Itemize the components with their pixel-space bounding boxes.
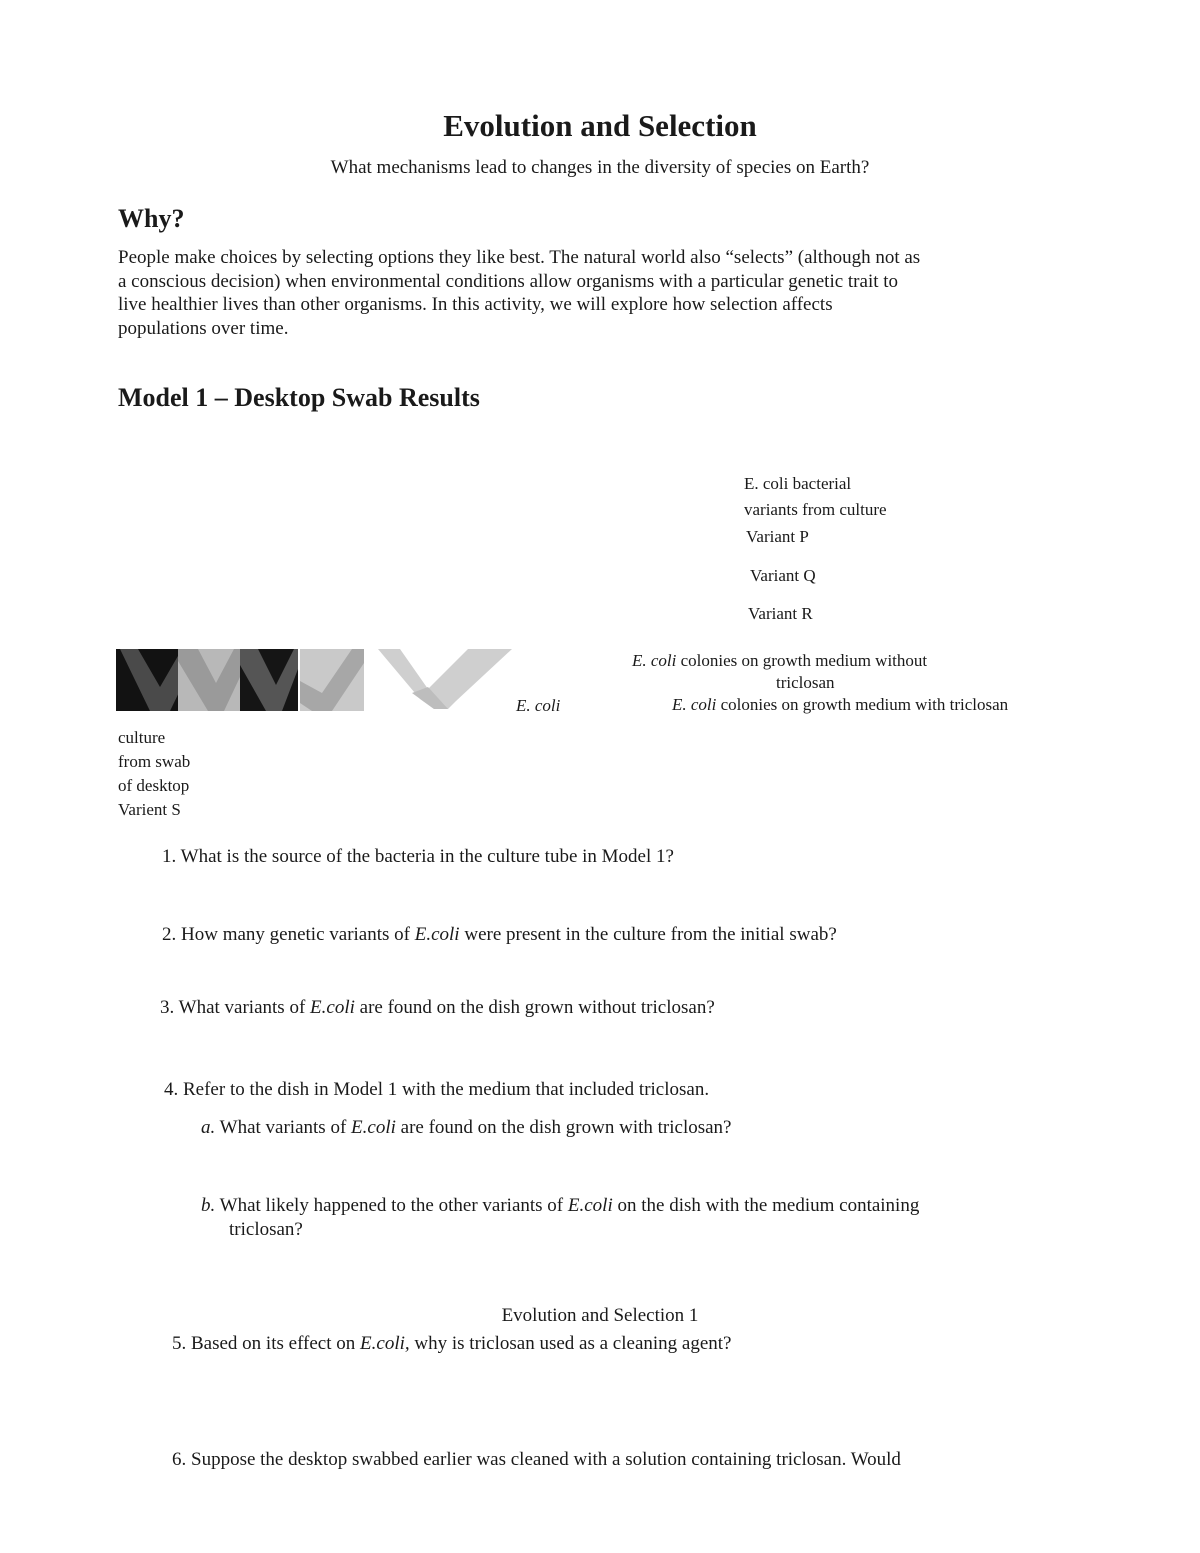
page-title: Evolution and Selection <box>443 108 757 143</box>
page-subtitle: What mechanisms lead to changes in the diversity of species on Earth? <box>330 157 870 178</box>
variant-r-label: Variant R <box>748 604 813 623</box>
dish-without-label-line2: triclosan <box>776 673 835 692</box>
why-line: People make choices by selecting options they like best. The natural world also “selects” (although not as <box>118 247 921 268</box>
question-2: 2. How many genetic variants of E.coli were present in the culture from the initial swab? <box>162 924 837 945</box>
question-4a: a. What variants of E.coli are found on the dish grown with triclosan? <box>201 1117 732 1138</box>
why-line: populations over time. <box>118 317 289 339</box>
why-line: live healthier lives than other organisms. In this activity, we will explore how selection affects <box>118 294 833 315</box>
dish-without-label: E. coli colonies on growth medium without <box>632 651 928 670</box>
question-1: 1. What is the source of the bacteria in the culture tube in Model 1? <box>162 846 674 867</box>
why-line: a conscious decision) when environmental conditions allow organisms with a particular genetic trait to <box>118 270 899 292</box>
legend-title-line1: E. coli bacterial <box>744 474 852 493</box>
question-5: 5. Based on its effect on E.coli, why is triclosan used as a cleaning agent? <box>172 1333 732 1354</box>
question-3: 3. What variants of E.coli are found on the dish grown without triclosan? <box>160 997 715 1018</box>
question-4b-line2: triclosan? <box>229 1219 303 1240</box>
why-heading: Why? <box>118 204 185 233</box>
why-paragraph <box>118 246 1098 340</box>
model-heading: Model 1 – Desktop Swab Results <box>118 383 480 412</box>
culture-label: culture from swab of desktop Varient S <box>118 728 191 819</box>
arrow-shape <box>378 649 512 709</box>
question-4: 4. Refer to the dish in Model 1 with the medium that included triclosan. <box>164 1079 710 1100</box>
variant-p-label: Variant P <box>746 527 809 546</box>
model-figure <box>116 647 516 713</box>
page-footer: Evolution and Selection 1 <box>501 1305 699 1326</box>
dish-with-label: E. coli colonies on growth medium with triclosan <box>672 695 1009 714</box>
legend-title-line2: variants from culture <box>744 500 887 519</box>
question-6: 6. Suppose the desktop swabbed earlier was cleaned with a solution containing triclosan. Would <box>172 1449 901 1470</box>
question-4b: b. What likely happened to the other variants of E.coli on the dish with the medium containing <box>201 1195 920 1216</box>
ecoli-culture-label: E. coli <box>516 696 561 715</box>
figure-divider <box>298 649 300 711</box>
variant-q-label: Variant Q <box>750 566 816 585</box>
